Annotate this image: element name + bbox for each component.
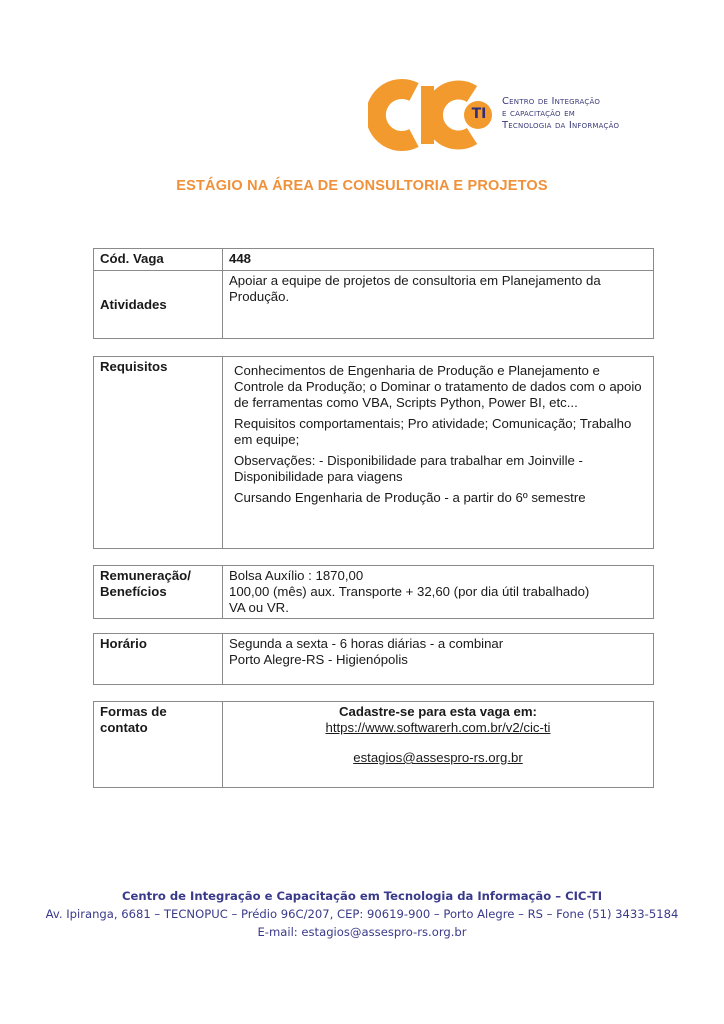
contato-content: [223, 702, 654, 788]
logo-badge-text: TI: [471, 106, 487, 122]
logo-line-3: Tecnologia da Informação: [502, 120, 620, 131]
requisitos-content: [223, 357, 654, 549]
cadastro-link[interactable]: https://www.softwarerh.com.br/v2/cic-ti: [325, 720, 551, 735]
horario-table: [93, 633, 654, 685]
remuneracao-line: Bolsa Auxílio : 1870,00: [229, 568, 364, 583]
requisito-item: Conhecimentos de Engenharia de Produção e Planejamento e Controle da Produção; o Dominar o tratamento de dados com o apoio de ferramentas como VBA, Scripts Python, Power BI, etc...: [234, 363, 642, 410]
requisito-item: Cursando Engenharia de Produção - a partir do 6º semestre: [234, 490, 586, 505]
requisitos-table: [93, 356, 654, 549]
requisitos-label: Requisitos: [94, 357, 223, 549]
remuneracao-line: VA ou VR.: [229, 600, 289, 615]
remuneracao-line: 100,00 (mês) aux. Transporte + 32,60 (por dia útil trabalhado): [229, 584, 590, 599]
footer: [0, 887, 724, 941]
contato-heading: Cadastre-se para esta vaga em:: [339, 704, 537, 719]
atividades-label: Atividades: [94, 271, 223, 339]
horario-content: [223, 634, 654, 685]
horario-line: Segunda a sexta - 6 horas diárias - a combinar: [229, 636, 504, 651]
logo-line-2: e capacitação em: [502, 108, 575, 119]
codigo-value: 448: [223, 249, 654, 271]
remuneracao-label: Remuneração/ Benefícios: [94, 566, 223, 619]
footer-org-name: Centro de Integração e Capacitação em Tecnologia da Informação – CIC-TI: [121, 889, 603, 903]
requisito-item: Observações: - Disponibilidade para trabalhar em Joinville - Disponibilidade para viagens: [234, 453, 583, 484]
cic-ti-logo: [368, 76, 628, 154]
horario-label: Horário: [94, 634, 223, 685]
footer-address: Av. Ipiranga, 6681 – TECNOPUC – Prédio 96C/207, CEP: 90619-900 – Porto Alegre – RS – Fone (51) 3433-5184: [45, 907, 679, 921]
logo-line-1: Centro de Integração: [502, 96, 601, 107]
vaga-info-table: [93, 248, 654, 339]
logo-tagline: [502, 96, 619, 132]
email-link[interactable]: estagios@assespro-rs.org.br: [353, 750, 523, 765]
remuneracao-content: [223, 566, 654, 619]
requisito-item: Requisitos comportamentais; Pro atividade; Comunicação; Trabalho em equipe;: [234, 416, 632, 447]
codigo-label: Cód. Vaga: [94, 249, 223, 271]
document-title: ESTÁGIO NA ÁREA DE CONSULTORIA E PROJETOS: [176, 178, 548, 194]
footer-email: E-mail: estagios@assespro-rs.org.br: [257, 925, 467, 939]
horario-line: Porto Alegre-RS - Higienópolis: [229, 652, 408, 667]
atividades-value: Apoiar a equipe de projetos de consultoria em Planejamento da Produção.: [223, 271, 654, 339]
contato-table: [93, 701, 654, 788]
contato-label: Formas de contato: [94, 702, 223, 788]
remuneracao-table: [93, 565, 654, 619]
